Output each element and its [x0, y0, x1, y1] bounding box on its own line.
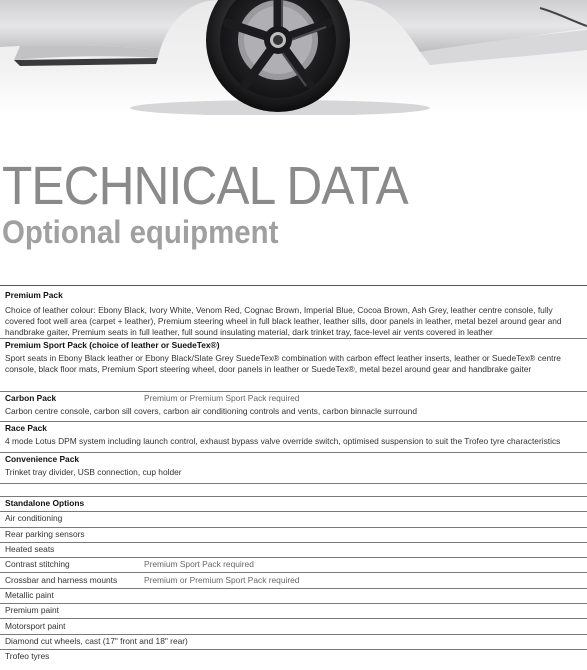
pack-premium-sport: [0, 338, 587, 391]
pack-race: [0, 421, 587, 452]
car-hero-image: [0, 0, 587, 115]
option-name: Trofeo tyres: [5, 651, 50, 662]
pack-title: Race Pack: [5, 423, 47, 433]
option-name: Premium paint: [5, 605, 59, 616]
page-title: TECHNICAL DATA: [2, 156, 408, 216]
option-name: Contrast stitching: [5, 559, 70, 570]
pack-title: Carbon Pack: [5, 393, 57, 403]
pack-premium: [0, 285, 587, 338]
pack-title: Premium Sport Pack (choice of leather or SuedeTex®): [5, 340, 220, 350]
pack-convenience: [0, 452, 587, 483]
optional-equipment-table: [0, 285, 587, 664]
pack-description: Carbon centre console, carbon sill covers, carbon air conditioning controls and vents, carbon binnacle surround: [5, 406, 418, 416]
option-name: Rear parking sensors: [5, 528, 85, 539]
option-name: Air conditioning: [5, 513, 63, 524]
pack-requirement-note: Premium or Premium Sport Pack required: [144, 393, 300, 403]
page-subtitle: Optional equipment: [2, 214, 279, 250]
pack-description: Choice of leather colour: Ebony Black, Ivory White, Venom Red, Cognac Brown, Imperial Blue, Cocoa Brown, Ash Grey, leather centre console, fully covered foot well area (carpet + leather), Premium steering wheel in full black leather, leather sills, door panels in leather, metal bezel around gear and handbrake gaiter, Premium seats in full leather, full sound insulating material, dark trinket tray, face-level air vents covered in leather: [5, 305, 562, 337]
option-name: Heated seats: [5, 544, 55, 555]
option-row: [0, 527, 587, 542]
option-name: Motorsport paint: [5, 620, 66, 631]
pack-title: Convenience Pack: [5, 454, 80, 464]
option-name: Metallic paint: [5, 589, 54, 600]
option-row: [0, 649, 587, 664]
option-row: [0, 572, 587, 587]
option-row: [0, 634, 587, 649]
pack-description: Sport seats in Ebony Black leather or Ebony Black/Slate Grey SuedeTex® combination with carbon effect leather inserts, leather or SuedeTex® centre console, black floor mats, Premium Sport steering wheel, door panels in leather or SuedeTex®, metal bezel around gear and handbrake gaiter: [5, 353, 561, 374]
pack-description: 4 mode Lotus DPM system including launch control, exhaust bypass valve override switch, optimised suspension to suit the Trofeo tyre characteristics: [5, 436, 561, 446]
option-row: [0, 588, 587, 603]
standalone-heading: Standalone Options: [5, 498, 85, 509]
option-row: [0, 511, 587, 526]
pack-description: Trinket tray divider, USB connection, cup holder: [5, 467, 182, 477]
table-spacer: [0, 483, 587, 496]
standalone-heading-row: [0, 496, 587, 511]
option-row: [0, 603, 587, 618]
pack-carbon: [0, 391, 587, 421]
option-row: [0, 542, 587, 557]
option-name: Crossbar and harness mounts: [5, 574, 118, 585]
option-row: [0, 557, 587, 572]
option-note: Premium or Premium Sport Pack required: [144, 574, 300, 585]
car-wheel-illustration: [0, 0, 587, 115]
option-name: Diamond cut wheels, cast (17" front and 18" rear): [5, 635, 188, 646]
option-row: [0, 618, 587, 633]
pack-title: Premium Pack: [5, 290, 63, 300]
option-note: Premium Sport Pack required: [144, 559, 254, 570]
